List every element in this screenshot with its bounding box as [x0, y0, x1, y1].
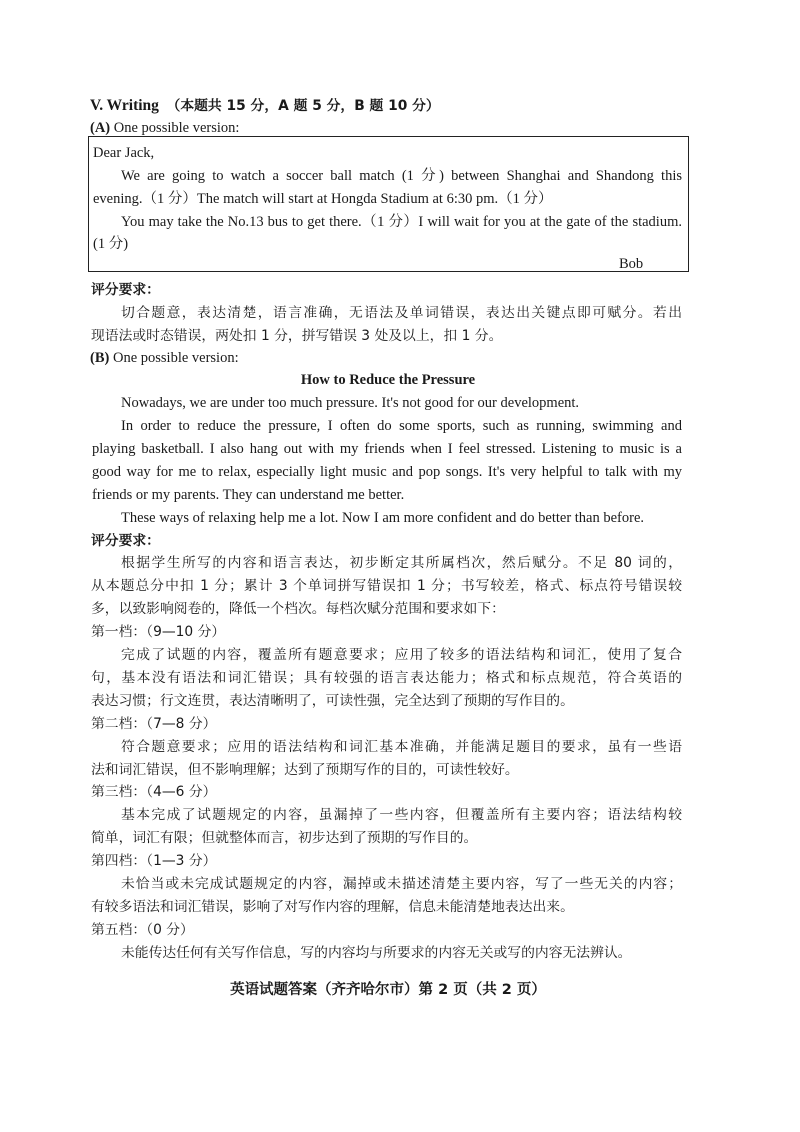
grade-2-title: 第二档：（7—8 分）: [91, 716, 217, 732]
essay-p2-line-1: In order to reduce the pressure, I often do some sports, such as running, swimming and: [121, 418, 682, 434]
grade-1-line-1: 完成了试题的内容，覆盖所有题意要求；应用了较多的语法结构和词汇，使用了复合: [121, 647, 682, 663]
letter-line-4: (1 分): [93, 236, 129, 252]
scoring-intro-line-2: 从本题总分中扣 1 分；累计 3 个单词拼写错误扣 1 分；书写较差，格式、标点符号错误较: [91, 578, 682, 594]
part-a-scoring-line-2: 现语法或时态错误，两处扣 1 分，拼写错误 3 处及以上，扣 1 分。: [91, 328, 503, 344]
part-b-heading-text: One possible version:: [109, 350, 239, 366]
grade-4-line-2: 有较多语法和词汇错误，影响了对写作内容的理解，信息未能清楚地表达出来。: [91, 899, 574, 915]
section-title: V. Writing: [90, 97, 159, 114]
grade-1-line-2: 句，基本没有语法和词汇错误；具有较强的语言表达能力；格式和标点规范，符合英语的: [91, 670, 682, 686]
grade-3-line-2: 简单，词汇有限；但就整体而言，初步达到了预期的写作目的。: [91, 830, 478, 846]
essay-p2-line-2: playing basketball. I also hang out with my friends when I feel stressed. Listening to music is a: [92, 441, 682, 457]
essay-p2-line-4: friends or my parents. They can understand me better.: [92, 487, 405, 503]
grade-2-line-1: 符合题意要求；应用的语法结构和词汇基本准确，并能满足题目的要求，虽有一些语: [121, 739, 682, 755]
grade-5-title: 第五档：（0 分）: [91, 922, 194, 938]
letter-line-1: We are going to watch a soccer ball match (1 分) between Shanghai and Shandong this: [121, 168, 682, 184]
letter-line-2: evening.（1 分）The match will start at Hongda Stadium at 6:30 pm.（1 分）: [93, 191, 553, 207]
essay-title: How to Reduce the Pressure: [300, 372, 476, 388]
section-note: （本题共 15 分，A 题 5 分，B 题 10 分）: [166, 98, 440, 114]
page-footer: 英语试题答案（齐齐哈尔市）第 2 页（共 2 页）: [230, 982, 546, 998]
part-a-scoring-line-1: 切合题意，表达清楚，语言准确，无语法及单词错误，表达出关键点即可赋分。若出: [121, 305, 682, 321]
part-a-heading-text: One possible version:: [110, 120, 240, 136]
essay-paragraph-3: These ways of relaxing help me a lot. Now I am more confident and do better than before.: [121, 510, 645, 526]
part-a-scoring-title: 评分要求：: [91, 282, 160, 298]
part-b-heading: [90, 348, 239, 368]
letter-signature: Bob: [619, 256, 644, 272]
essay-p2-line-3: good way for me to relax, especially light music and pop songs. It's very helpful to talk with my: [92, 464, 682, 480]
section-header: [90, 96, 440, 116]
essay-paragraph-1: Nowadays, we are under too much pressure. It's not good for our development.: [121, 395, 580, 411]
part-b-scoring-title: 评分要求：: [91, 533, 160, 549]
grade-5-line-1: 未能传达任何有关写作信息，写的内容均与所要求的内容无关或写的内容无法辨认。: [121, 945, 632, 961]
grade-2-line-2: 法和词汇错误，但不影响理解；达到了预期写作的目的，可读性较好。: [91, 762, 519, 778]
scoring-intro-line-1: 根据学生所写的内容和语言表达，初步断定其所属档次，然后赋分。不足 80 词的，: [121, 555, 682, 571]
grade-3-title: 第三档：（4—6 分）: [91, 784, 217, 800]
grade-1-title: 第一档：（9—10 分）: [91, 624, 226, 640]
grade-1-line-3: 表达习惯；行文连贯，表达清晰明了，可读性强，完全达到了预期的写作目的。: [91, 693, 574, 709]
grade-4-title: 第四档：（1—3 分）: [91, 853, 217, 869]
letter-salutation: Dear Jack,: [93, 145, 155, 161]
scoring-intro-line-3: 多，以致影响阅卷的，降低一个档次。每档次赋分范围和要求如下：: [91, 601, 505, 617]
part-a-label: (A): [90, 120, 111, 136]
grade-4-line-1: 未恰当或未完成试题规定的内容，漏掉或未描述清楚主要内容，写了一些无关的内容；: [121, 876, 682, 892]
letter-line-3: You may take the No.13 bus to get there.（1 分）I will wait for you at the gate of the stadium.: [121, 214, 682, 230]
grade-3-line-1: 基本完成了试题规定的内容，虽漏掉了一些内容，但覆盖所有主要内容；语法结构较: [121, 807, 682, 823]
part-a-heading: [90, 118, 239, 138]
part-b-label: (B): [90, 350, 110, 366]
